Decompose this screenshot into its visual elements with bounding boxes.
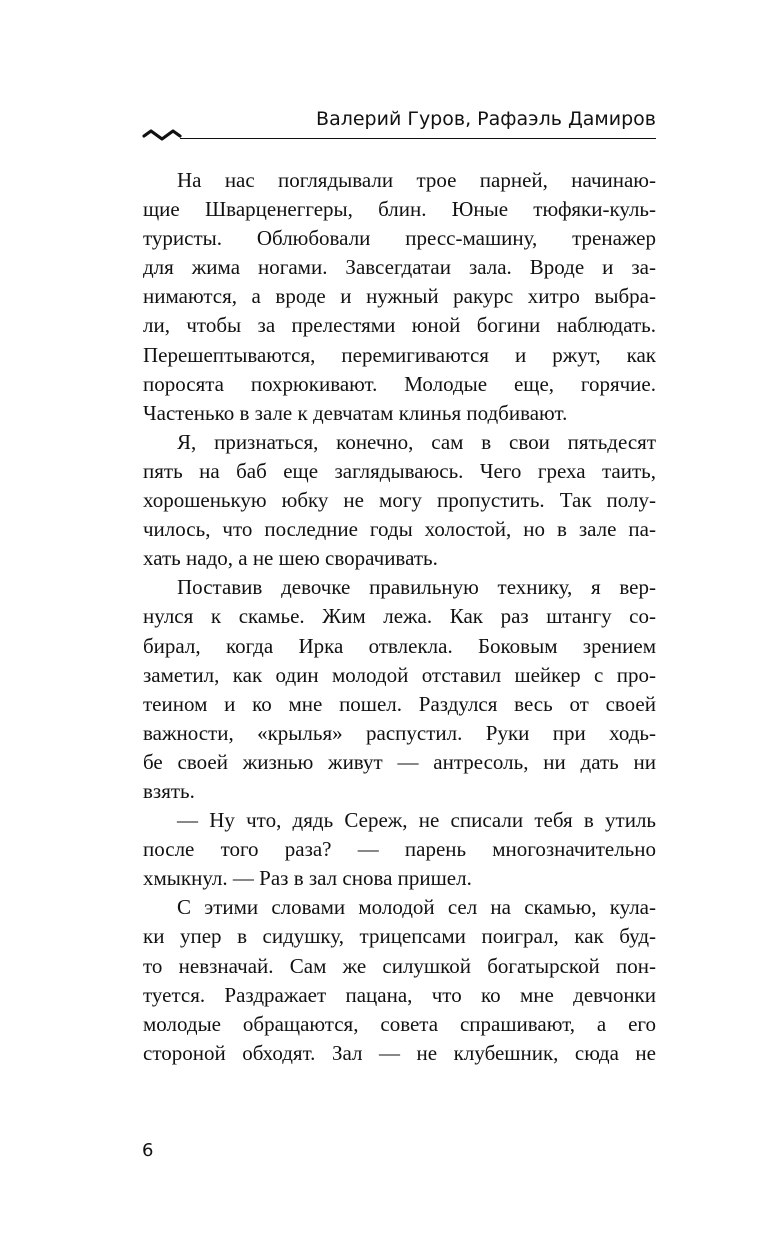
text-line: Я, признаться, конечно, сам в свои пятьдесят: [177, 429, 656, 454]
text-line: ки упер в сидушку, трицепсами поиграл, как буд-: [143, 924, 656, 949]
paragraph: [143, 806, 656, 893]
text-line: щие Шварценеггеры, блин. Юные тюфяки-куль-: [143, 197, 656, 222]
paragraph: [143, 573, 656, 806]
text-line: для жима ногами. Завсегдатаи зала. Вроде и за-: [143, 255, 656, 280]
text-line: заметил, как один молодой отставил шейкер с про-: [143, 662, 656, 687]
text-line: взять.: [143, 778, 195, 803]
paragraph: [143, 166, 656, 428]
text-line: С этими словами молодой сел на скамью, кула-: [177, 895, 656, 920]
text-line: туется. Раздражает пацана, что ко мне девчонки: [143, 982, 656, 1007]
text-line: хмыкнул. — Раз в зал снова пришел.: [143, 866, 472, 891]
running-title: Валерий Гуров, Рафаэль Дамиров: [316, 108, 656, 130]
text-line: пять на баб еще заглядываюсь. Чего греха таить,: [143, 458, 656, 483]
text-line: хорошенькую юбку не могу пропустить. Так полу-: [143, 488, 656, 513]
text-line: Перешептываются, перемигиваются и ржут, как: [143, 342, 656, 367]
text-line: то невзначай. Сам же силушкой богатырской пон-: [143, 953, 656, 978]
text-line: Частенько в зале к девчатам клинья подбивают.: [143, 400, 568, 425]
running-head: [142, 100, 656, 144]
paragraph: [143, 893, 656, 1068]
header-rule: [180, 138, 656, 139]
paragraph: [143, 428, 656, 573]
wave-ornament-icon: [142, 126, 182, 148]
text-line: стороной обходят. Зал — не клубешник, сюда не: [143, 1040, 656, 1065]
text-line: бе своей жизнью живут — антресоль, ни дать ни: [143, 749, 656, 774]
text-line: после того раза? — парень многозначительно: [143, 837, 656, 862]
body-text: [143, 166, 656, 1068]
text-line: На нас поглядывали трое парней, начинаю-: [177, 168, 656, 192]
page-number: 6: [142, 1140, 154, 1161]
text-line: хать надо, а не шею сворачивать.: [143, 546, 438, 571]
text-line: бирал, когда Ирка отвлекла. Боковым зрением: [143, 633, 656, 658]
text-line: Поставив девочке правильную технику, я вер-: [177, 575, 656, 600]
text-line: важности, «крылья» распустил. Руки при ходь-: [143, 720, 656, 745]
text-line: поросята похрюкивают. Молодые еще, горячие.: [143, 371, 656, 396]
text-line: ли, чтобы за прелестями юной богини наблюдать.: [143, 313, 656, 338]
text-line: туристы. Облюбовали пресс-машину, тренажер: [143, 226, 656, 251]
text-line: нулся к скамье. Жим лежа. Как раз штангу со-: [143, 604, 656, 629]
text-line: нимаются, а вроде и нужный ракурс хитро выбра-: [143, 284, 656, 309]
text-line: молодые обращаются, совета спрашивают, а его: [143, 1011, 656, 1036]
text-line: — Ну что, дядь Сереж, не списали тебя в утиль: [177, 808, 656, 833]
text-line: теином и ко мне пошел. Раздулся весь от своей: [143, 691, 656, 716]
text-line: чилось, что последние годы холостой, но в зале па-: [143, 517, 656, 542]
